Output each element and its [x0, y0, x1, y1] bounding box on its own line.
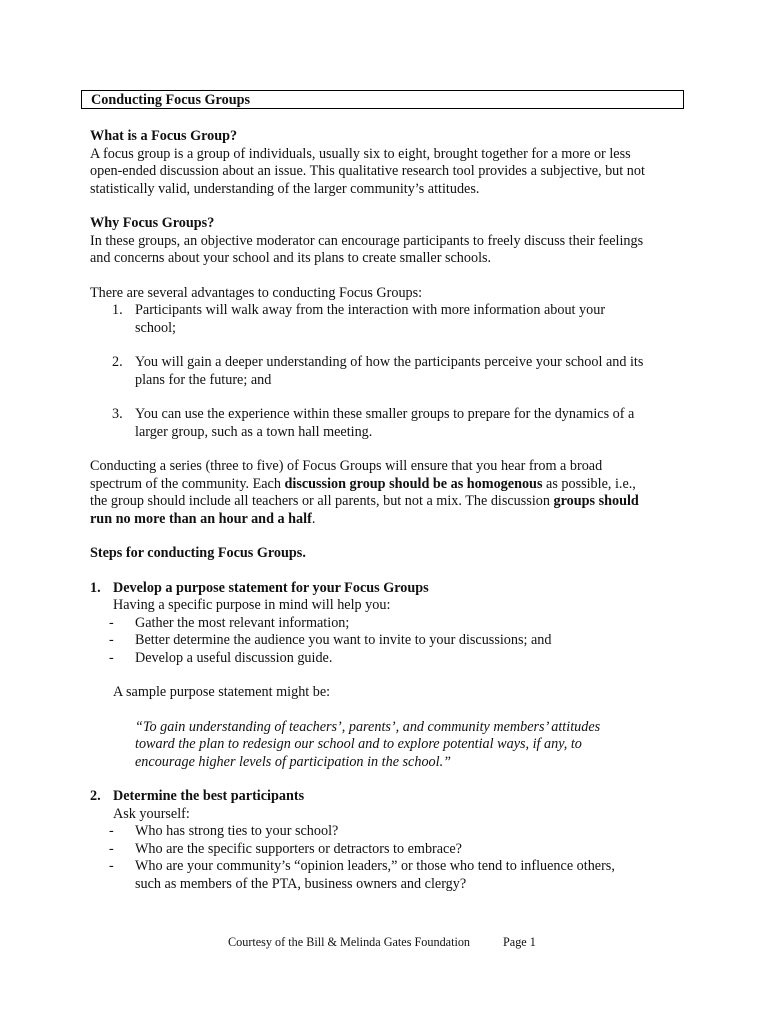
dash-bullet: - [109, 840, 114, 857]
step-heading: Determine the best participants [113, 788, 305, 804]
text-run: spectrum of the community. Each [90, 475, 285, 492]
list-item-text: Who are the specific supporters or detractors to embrace? [135, 840, 462, 857]
list-item-text: Who has strong ties to your school? [135, 823, 339, 839]
paragraph-line: and concerns about your school and its plans to create smaller schools. [90, 250, 492, 266]
bullet-list [90, 823, 690, 893]
list-item [90, 615, 690, 633]
document-title: Conducting Focus Groups [81, 90, 684, 109]
purpose-quote [113, 719, 690, 772]
heading-what-is-focus-group: What is a Focus Group? [90, 128, 238, 144]
list-item-text: such as members of the PTA, business owners and clergy? [135, 875, 467, 892]
step-1 [90, 580, 690, 772]
sample-intro: A sample purpose statement might be: [113, 684, 331, 700]
list-item-line: larger group, such as a town hall meeting. [135, 423, 373, 440]
paragraph-line: In these groups, an objective moderator can encourage participants to freely discuss their feelings [90, 232, 644, 249]
dash-bullet: - [109, 858, 114, 874]
paragraph-line: statistically valid, understanding of the larger community’s attitudes. [90, 180, 480, 197]
advantages-list [90, 302, 690, 441]
step-heading: Develop a purpose statement for your Focus Groups [113, 579, 429, 596]
text-run: as possible, i.e., [542, 475, 636, 492]
step-number: 1. [90, 579, 101, 596]
quote-line: encourage higher levels of participation in the school.” [135, 753, 452, 770]
step-intro: Having a specific purpose in mind will help you: [113, 597, 391, 613]
list-item-line: Participants will walk away from the interaction with more information about your [135, 302, 606, 318]
bold-text: run no more than an hour and a half [90, 510, 312, 527]
heading-steps: Steps for conducting Focus Groups. [90, 545, 306, 561]
list-item-line: school; [135, 319, 176, 336]
step-number: 2. [90, 788, 101, 804]
document-body [90, 128, 690, 893]
bullet-list [90, 615, 690, 668]
list-item [90, 650, 690, 668]
paragraph-line [90, 476, 690, 494]
bold-text: groups should [553, 493, 639, 509]
list-item-text: Better determine the audience you want to invite to your discussions; and [135, 632, 552, 648]
list-item [90, 406, 690, 441]
paragraph-line: A focus group is a group of individuals, usually six to eight, brought together for a more or less [90, 145, 631, 162]
bold-text: discussion group should be as homogenous [284, 475, 543, 492]
list-item-text: Gather the most relevant information; [135, 614, 350, 631]
list-item [90, 354, 690, 389]
quote-line: toward the plan to redesign our school and to explore potential ways, if any, to [135, 736, 582, 752]
page-number: Page 1 [503, 935, 536, 949]
list-number: 3. [112, 406, 123, 422]
paragraph-line [90, 493, 690, 511]
series-paragraph [90, 458, 690, 528]
heading-why-focus-groups: Why Focus Groups? [90, 215, 215, 231]
dash-bullet: - [109, 823, 114, 839]
list-item [90, 823, 690, 841]
list-item-text: Who are your community’s “opinion leaders,” or those who tend to influence others, [135, 858, 615, 874]
list-item [90, 841, 690, 859]
text-run: the group should include all teachers or all parents, but not a mix. The discussion [90, 493, 554, 509]
list-item-line: You will gain a deeper understanding of how the participants perceive your school and its [135, 354, 644, 370]
step-intro: Ask yourself: [113, 805, 190, 822]
list-item [90, 632, 690, 650]
list-item-line: You can use the experience within these smaller groups to prepare for the dynamics of a [135, 406, 635, 422]
footer-courtesy: Courtesy of the Bill & Melinda Gates Foundation [228, 935, 471, 949]
quote-line: “To gain understanding of teachers’, parents’, and community members’ attitudes [135, 718, 601, 735]
paragraph-line: Conducting a series (three to five) of Focus Groups will ensure that you hear from a broad [90, 458, 603, 474]
list-item [90, 858, 690, 893]
paragraph-line: open-ended discussion about an issue. This qualitative research tool provides a subjective, but not [90, 163, 645, 179]
paragraph-line [90, 511, 690, 529]
list-item [90, 302, 690, 337]
list-number: 1. [112, 302, 123, 318]
list-item-line: plans for the future; and [135, 371, 272, 388]
step-2 [90, 788, 690, 893]
dash-bullet: - [109, 632, 114, 648]
dash-bullet: - [109, 614, 114, 631]
dash-bullet: - [109, 649, 114, 666]
list-number: 2. [112, 354, 123, 370]
list-item-text: Develop a useful discussion guide. [135, 649, 333, 666]
advantages-intro: There are several advantages to conducting Focus Groups: [90, 284, 423, 301]
text-run: . [311, 510, 316, 527]
